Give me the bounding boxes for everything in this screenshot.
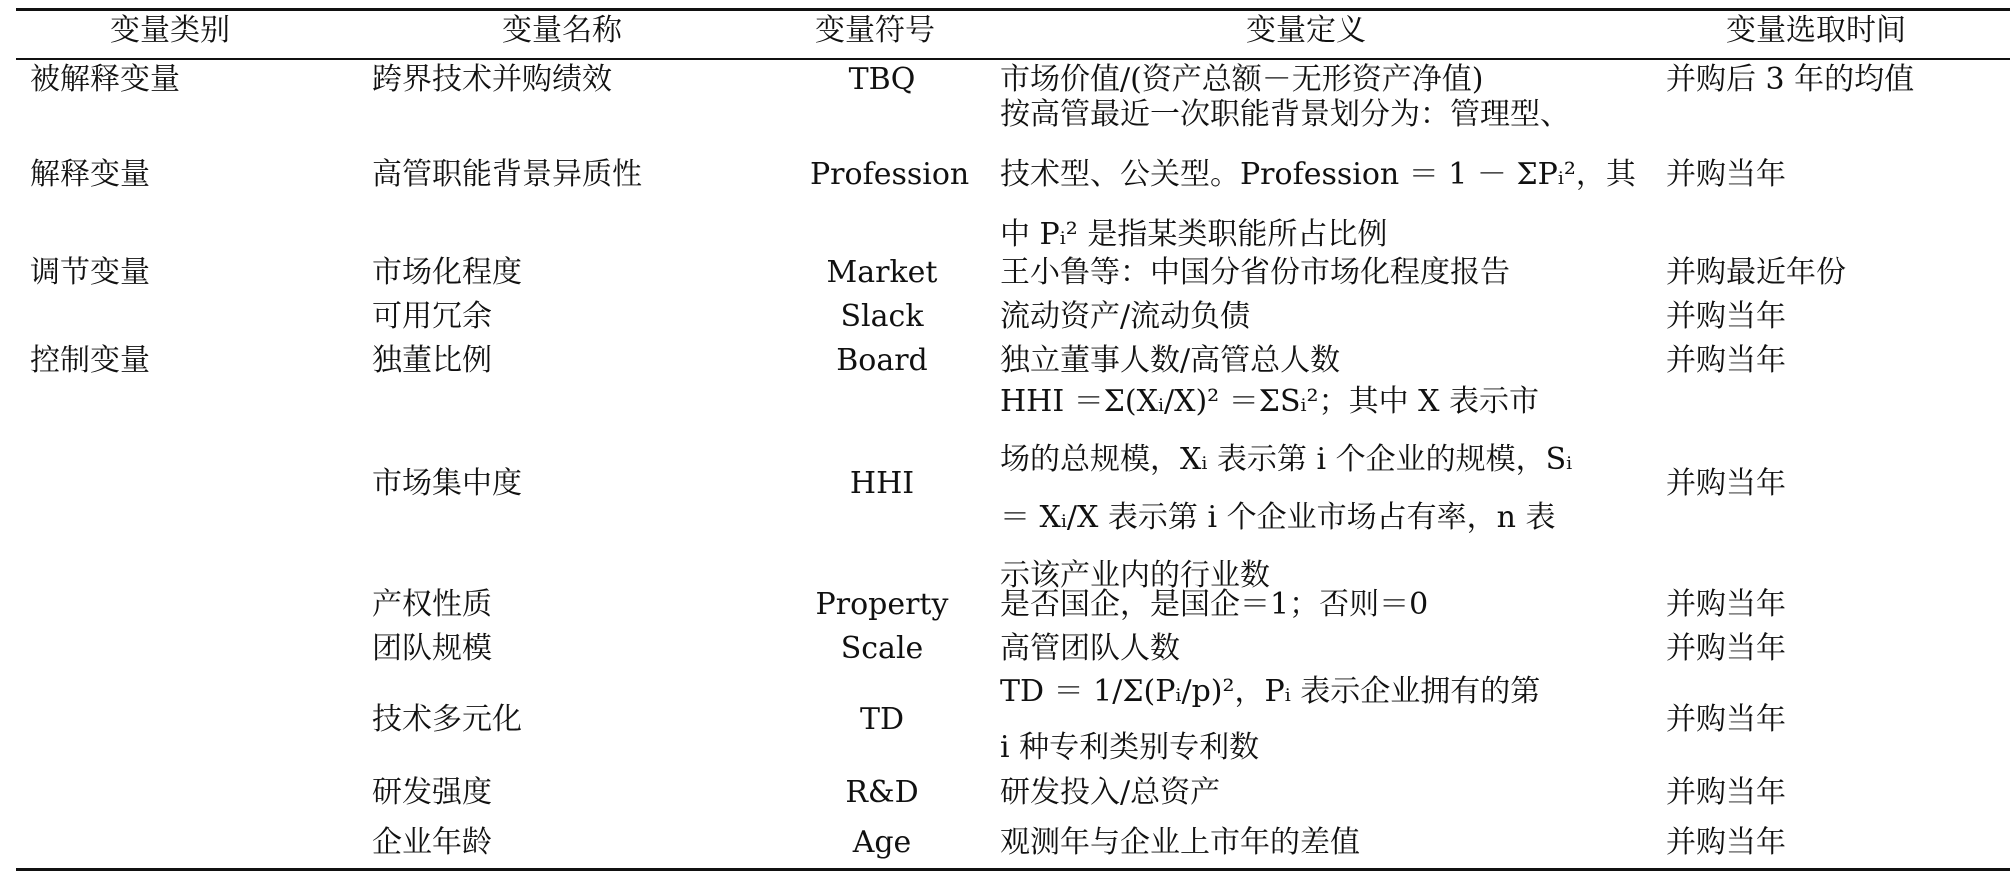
row-name: 产权性质: [372, 587, 492, 622]
row-name: 市场集中度: [372, 466, 522, 501]
table-header-rule: [16, 58, 2010, 60]
row-definition: [1000, 300, 1250, 334]
header-symbol: 变量符号: [815, 13, 935, 48]
row-definition: [1000, 344, 1340, 378]
table-top-rule: [16, 8, 2010, 11]
definition-line: 研发投入/总资产: [1000, 775, 1221, 810]
row-symbol: Scale: [840, 631, 924, 666]
definition-line: i 种专利类别专利数: [1000, 730, 1260, 765]
row-name: 研发强度: [372, 775, 492, 810]
definition-line: 流动资产/流动负债: [1000, 299, 1251, 334]
definition-line: 王小鲁等：中国分省份市场化程度报告: [1000, 255, 1510, 290]
row-definition: [1000, 98, 1636, 252]
definition-line: 独立董事人数/高管总人数: [1000, 343, 1341, 378]
row-definition: [1000, 588, 1428, 622]
row-name: 可用冗余: [372, 299, 492, 334]
definition-line: 高管团队人数: [1000, 631, 1180, 666]
header-time: 变量选取时间: [1726, 13, 1906, 48]
row-time: 并购当年: [1666, 775, 1786, 810]
table-bottom-rule: [16, 868, 2010, 871]
row-name: 独董比例: [372, 343, 492, 378]
row-symbol: HHI: [849, 466, 915, 501]
definition-line: 场的总规模，Xᵢ 表示第 i 个企业的规模，Sᵢ: [1000, 442, 1573, 477]
row-symbol: TD: [859, 702, 905, 737]
row-definition: [1000, 63, 1484, 97]
definition-line: ＝ Xᵢ/X 表示第 i 个企业市场占有率，n 表: [1000, 500, 1556, 535]
row-definition: [1000, 256, 1510, 290]
row-time: 并购当年: [1666, 825, 1786, 860]
row-symbol: Slack: [840, 299, 924, 334]
row-name: 跨界技术并购绩效: [372, 62, 612, 97]
row-symbol: Board: [836, 343, 928, 378]
row-time: 并购最近年份: [1666, 255, 1846, 290]
row-time: 并购当年: [1666, 702, 1786, 737]
row-category: 调节变量: [30, 255, 150, 290]
row-time: 并购后 3 年的均值: [1666, 62, 1915, 97]
header-category: 变量类别: [110, 13, 230, 48]
row-time: 并购当年: [1666, 587, 1786, 622]
row-definition: [1000, 632, 1180, 666]
header-definition: 变量定义: [1246, 13, 1366, 48]
definition-line: 市场价值/(资产总额－无形资产净值): [1000, 62, 1484, 97]
row-time: 并购当年: [1666, 466, 1786, 501]
definition-line: 中 Pᵢ² 是指某类职能所占比例: [1000, 217, 1388, 252]
row-name: 高管职能背景异质性: [372, 157, 642, 192]
row-time: 并购当年: [1666, 343, 1786, 378]
definition-line: 技术型、公关型。Profession ＝ 1 － ΣPᵢ²，其: [1000, 157, 1636, 192]
header-name: 变量名称: [502, 13, 622, 48]
definition-line: 示该产业内的行业数: [1000, 558, 1270, 593]
row-symbol: Age: [852, 825, 912, 860]
row-symbol: Property: [815, 587, 949, 622]
row-symbol: Profession: [810, 157, 970, 192]
row-definition: [1000, 385, 1572, 593]
row-category: 解释变量: [30, 157, 150, 192]
row-name: 技术多元化: [372, 702, 522, 737]
definition-line: HHI ＝Σ(Xᵢ/X)² ＝ΣSᵢ²；其中 X 表示市: [1000, 384, 1540, 419]
definition-line: 按高管最近一次职能背景划分为：管理型、: [1000, 97, 1570, 132]
row-definition: [1000, 675, 1540, 765]
definition-line: TD ＝ 1/Σ(Pᵢ/p)²，Pᵢ 表示企业拥有的第: [1000, 674, 1541, 709]
row-time: 并购当年: [1666, 157, 1786, 192]
row-category: 控制变量: [30, 343, 150, 378]
row-symbol: TBQ: [848, 62, 916, 97]
row-time: 并购当年: [1666, 299, 1786, 334]
row-symbol: Market: [826, 255, 938, 290]
row-definition: [1000, 826, 1360, 860]
row-definition: [1000, 776, 1220, 810]
row-name: 企业年龄: [372, 825, 492, 860]
definition-line: 是否国企，是国企＝1；否则＝0: [1000, 587, 1429, 622]
row-time: 并购当年: [1666, 631, 1786, 666]
row-name: 团队规模: [372, 631, 492, 666]
row-category: 被解释变量: [30, 62, 180, 97]
definition-line: 观测年与企业上市年的差值: [1000, 825, 1360, 860]
row-symbol: R&D: [845, 775, 919, 810]
row-name: 市场化程度: [372, 255, 522, 290]
